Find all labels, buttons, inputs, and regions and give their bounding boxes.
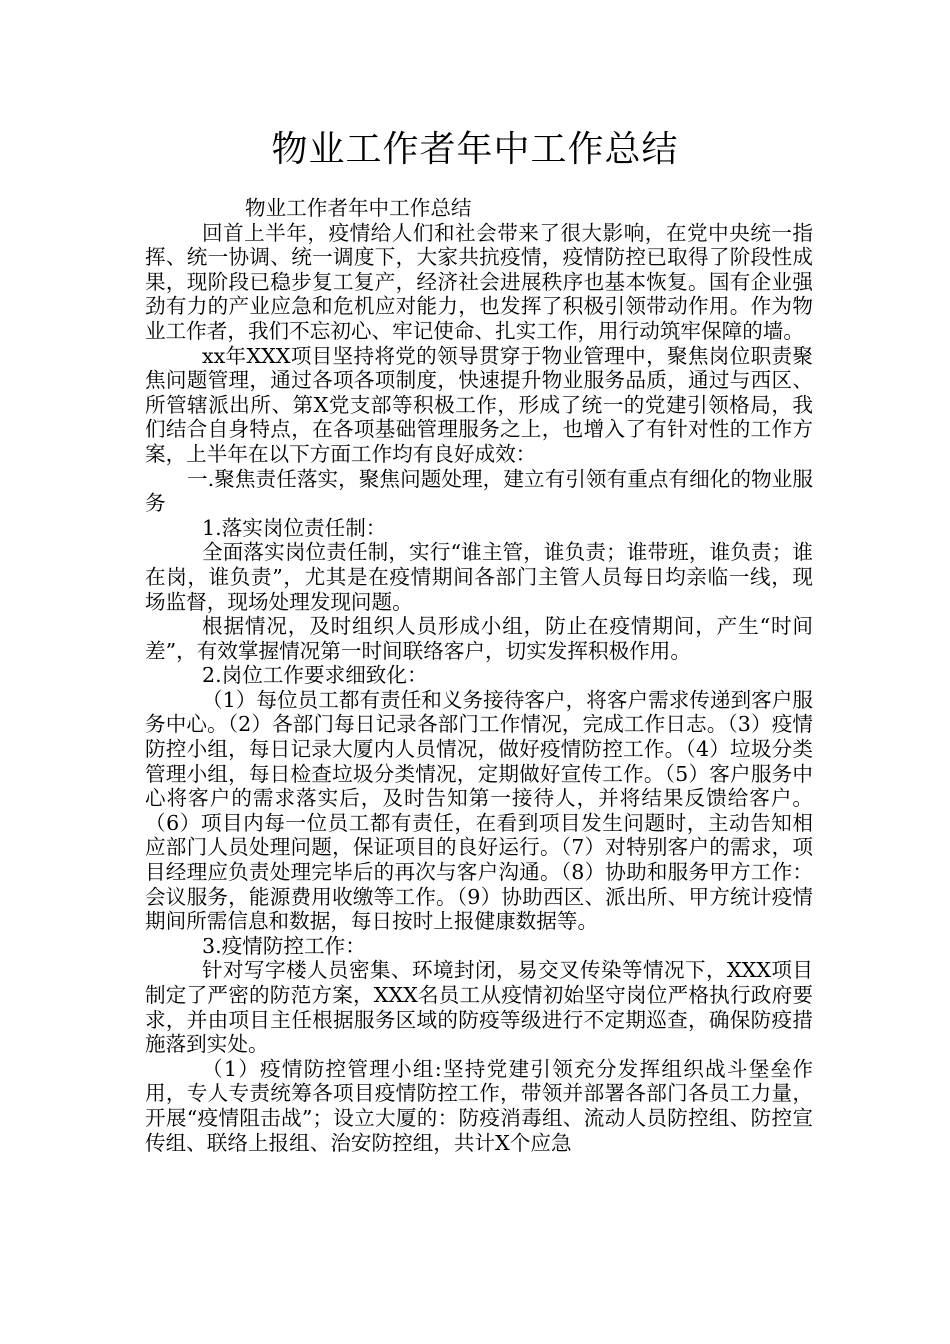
document-title: 物业工作者年中工作总结 [271, 129, 679, 170]
paragraph-requirements: （1）每位员工都有责任和义务接待客户，将客户需求传递到客户服务中心。（2）各部门每日记录各部门工作情况，完成工作日志。（3）疫情防控小组，每日记录大厦内人员情况，做好疫情防控工作。（4）垃圾分类管理小组，每日检查垃圾分类情况，定期做好宣传工作。（5）客户服务中心将客户的需求落实后，及时告知第一接待人，并将结果反馈给客户。（6）项目内每一位员工都有责任，在看到项目发生问题时，主动告知相应部门人员处理问题，保证项目的良好运行。（7）对特别客户的需求，项目经理应负责处理完毕后的再次与客户沟通。（8）协助和服务甲方工作：会议服务，能源费用收缴等工作。（9）协助西区、派出所、甲方统计疫情期间所需信息和数据，每日按时上报健康数据等。 [145, 687, 813, 934]
document-subtitle: 物业工作者年中工作总结 [245, 196, 472, 220]
section-heading-1: 一.聚焦责任落实，聚焦问题处理，建立有引领有重点有细化的物业服务 [145, 466, 813, 516]
paragraph-control-group: （1）疫情防控管理小组:坚持党建引领充分发挥组织战斗堡垒作用，专人专责统筹各项目疫情防控工作，带领并部署各部门各员工力量，开展“疫情阻击战”；设立大厦的：防疫消毒组、流动人员防控组、防控宣传组、联络上报组、治安防控组，共计X个应急 [145, 1056, 813, 1155]
subheading-3: 3.疫情防控工作： [202, 933, 366, 958]
paragraph-responsibility: 全面落实岗位责任制，实行“谁主管，谁负责；谁带班，谁负责；谁在岗，谁负责”，尤其是在疫情期间各部门主管人员每日均亲临一线，现场监督，现场处理发现问题。 [145, 540, 813, 614]
document-body [145, 196, 813, 1155]
paragraph-intro: 回首上半年，疫情给人们和社会带来了很大影响，在党中央统一指挥、统一协调、统一调度下，大家共抗疫情，疫情防控已取得了阶段性成果，现阶段已稳步复工复产，经济社会进展秩序也基本恢复。国有企业强劲有力的产业应急和危机应对能力，也发挥了积极引领带动作用。作为物业工作者，我们不忘初心、牢记使命、扎实工作，用行动筑牢保障的墙。 [145, 220, 813, 343]
paragraph-groups: 根据情况，及时组织人员形成小组，防止在疫情期间，产生“时间差”，有效掌握情况第一时间联络客户，切实发挥积极作用。 [145, 614, 813, 663]
paragraph-epidemic: 针对写字楼人员密集、环境封闭，易交叉传染等情况下，XXX项目制定了严密的防范方案，XXX名员工从疫情初始坚守岗位严格执行政府要求，并由项目主任根据服务区域的防疫等级进行不定期巡查，确保防疫措施落到实处。 [145, 958, 813, 1057]
subheading-1: 1.落实岗位责任制： [202, 515, 387, 540]
subheading-2: 2.岗位工作要求细致化： [202, 663, 428, 688]
paragraph-overview: xx年XXX项目坚持将党的领导贯穿于物业管理中，聚焦岗位职责聚焦问题管理，通过各项各项制度，快速提升物业服务品质，通过与西区、所管辖派出所、第X党支部等积极工作，形成了统一的党建引领格局，我们结合自身特点，在各项基础管理服务之上，也增入了有针对性的工作方案，上半年在以下方面工作均有良好成效： [145, 343, 813, 466]
